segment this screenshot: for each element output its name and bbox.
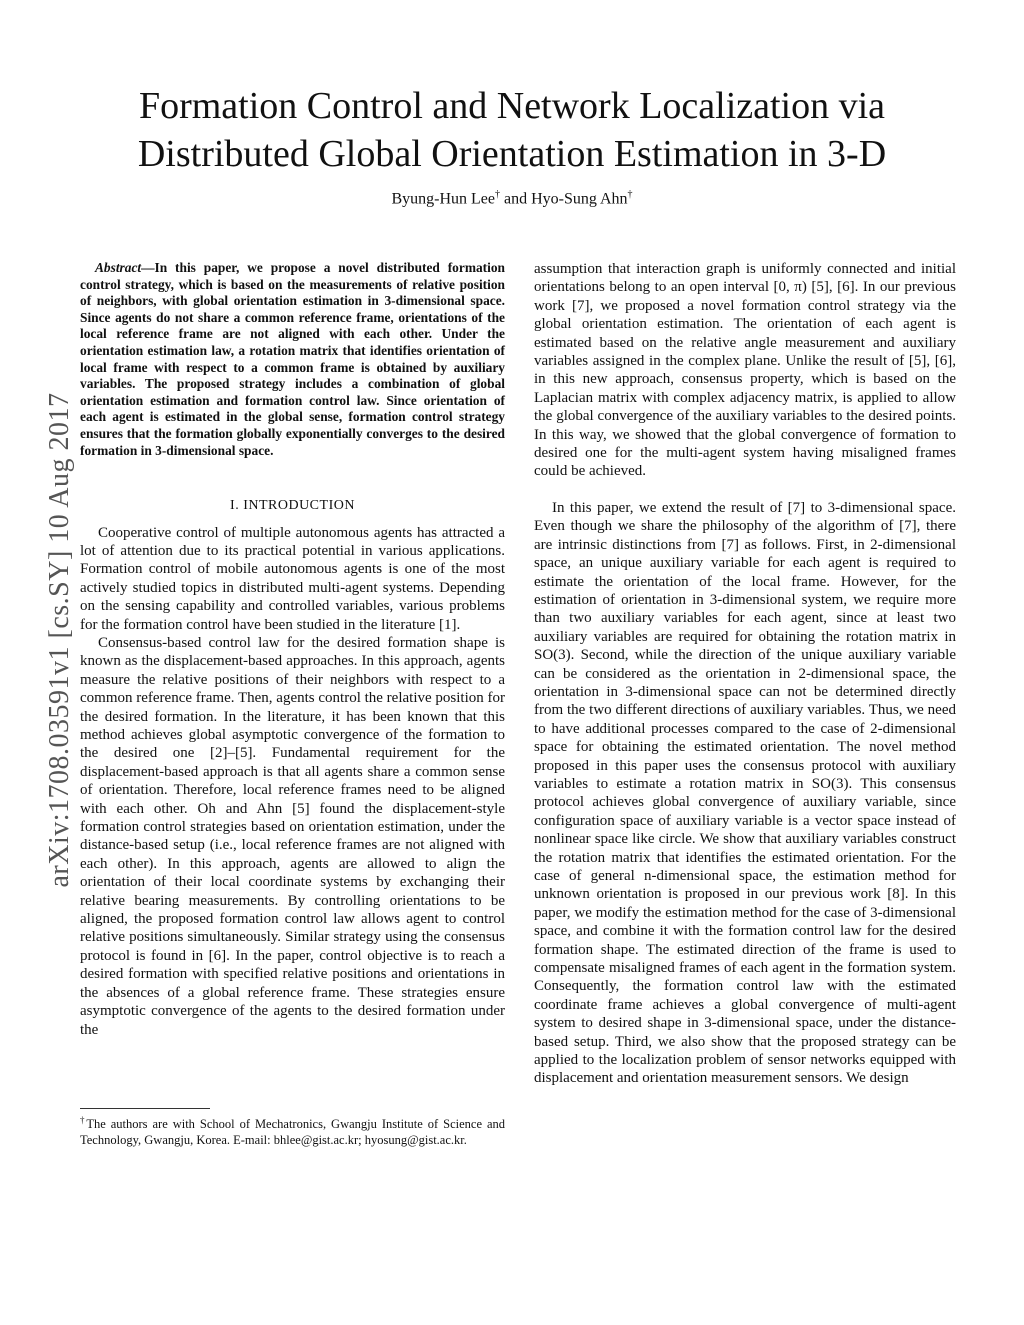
footnote [80,1108,505,1148]
abstract-text: —In this paper, we propose a novel distributed formation control strategy, which is based on the measurements of relative position of neighbors, with global orientation estimation in 3-dimensional space. Since agents do not share a common reference frame, orientations of the local reference frame are not aligned with each other. Under the orientation estimation law, a rotation matrix that identifies orientation of local frame with respect to a common frame is obtained by auxiliary variables. The proposed strategy includes a combination of global orientation estimation and formation control law. Since orientation of each agent is estimated in the global sense, formation control strategy ensures that the formation globally exponentially converges to the desired formation in 3-dimensional space. [80,260,505,458]
author-name: Byung-Hun Lee [391,190,495,208]
abstract-lead: Abstract [95,260,142,275]
affiliation-mark: † [627,189,633,200]
paper-title [60,82,964,178]
left-column [80,260,505,1039]
right-column [534,260,956,1088]
footnote-text: The authors are with School of Mechatronics, Gwangju Institute of Science and Technology, Gwangju, Korea. E-mail: bhlee@gist.ac.kr; hyosung@gist.ac.kr. [80,1117,506,1147]
author-list [60,189,964,208]
paragraph: assumption that interaction graph is uniformly connected and initial orientations belong to an open interval [0, π) [5], [6]. In our previous work [7], we proposed a novel formation control strategy via the global orientation estimation. The orientation of each agent is estimated based on the relative angle measurement and auxiliary variables assigned in the complex plane. Unlike the result of [5], [6], in this new approach, consensus property, which is based on the Laplacian matrix with complex adjacency matrix, is applied to allow the global convergence of the auxiliary variables to the desired points. In this way, we showed that the global convergence of formation to desired one for the multi-agent system having misaligned frames could be achieved. [534,261,956,480]
title-line-2: Distributed Global Orientation Estimation in 3-D [137,133,887,175]
abstract [80,260,505,459]
footnote-mark: † [80,1115,87,1125]
title-line-1: Formation Control and Network Localization via [138,85,886,127]
paragraph: In this paper, we extend the result of [7] to 3-dimensional space. Even though we share the philosophy of the algorithm of [7], there are intrinsic distinctions from [7] as follows. First, in 2-dimensional space, an unique auxiliary variable for each agent is required to estimate the orientation of the local frame. However, for the estimation of orientation in 3-dimensional system, we require more than two auxiliary variables for each agent, since at least two auxiliary variables are required for obtaining the rotation matrix in SO(3). Second, while the direction of the unique auxiliary variable can be considered as the orientation in 2-dimensional space, the orientation in 3-dimensional space can not be determined directly from the two different directions of auxiliary variables. Thus, we need to have additional processes compared to the case of 2-dimensional space for obtaining the estimated orientation. The novel method proposed in this paper uses the consensus protocol with auxiliary variables to estimate a rotation matrix in SO(3). This consensus protocol achieves global convergence of auxiliary variable, since configuration space of auxiliary variable is a vector space instead of nonlinear space like circle. We show that auxiliary variables construct the rotation matrix that identifies the estimated orientation. For the case of general n-dimensional space, the estimation method for unknown orientation is proposed in our previous work [8]. In this paper, we modify the estimation method for the case of 3-dimensional space, and combine it with the formation control law for the desired formation shape. The estimated direction of the frame is used to compensate misaligned frames of each agent in the formation system. Consequently, the formation control law with the estimated coordinate frame achieves a global convergence of multi-agent system to desired shape in 3-dimensional space, under the distance-based setup. Third, we also show that the proposed strategy can be applied to the localization problem of sensor networks equipped with displacement and orientation measurement sensors. We design [534,499,956,1087]
arxiv-identifier: arXiv:1708.03591v1 [cs.SY] 10 Aug 2017 [44,392,75,888]
author-conjunction: and [503,190,528,208]
paragraph-gap [534,481,956,499]
footnote-rule [80,1108,210,1109]
section-heading: I. INTRODUCTION [230,498,355,514]
author-name: Hyo-Sung Ahn [531,190,628,208]
paragraph: Consensus-based control law for the desired formation shape is known as the displacement-based approaches. In this approach, agents measure the relative positions of their neighbors with respect to a common reference frame. Then, agents control the relative position for the desired formation. In the literature, it has been known that this method achieves global asymptotic convergence of the formation to the desired one [2]–[5]. Fundamental requirement for the displacement-based approach is that all agents share a common sense of orientation. Therefore, local reference frames need to be aligned with each other. Oh and Ahn [5] found the displacement-style formation control strategies based on orientation estimation, under the distance-based setup (i.e., local reference frames are not aligned with each other). In this approach, agents are allowed to align the orientation of their local coordinate systems by exchanging their relative bearing measurements. By controlling orientations to be aligned, the proposed formation control law allows agent to control relative positions simultaneously. Similar strategy using the consensus protocol is found in [6]. In the paper, control objective is to reach a desired formation with specified relative positions and orientations in the absences of a global reference frame. These strategies ensure asymptotic convergence of the agents to the desired formation under the [80,634,505,1038]
affiliation-mark: † [494,189,500,200]
paragraph: Cooperative control of multiple autonomous agents has attracted a lot of attention due to its practical potential in various applications. Formation control of mobile autonomous agents is one of the most actively studied topics in distributed multi-agent systems. Depending on the sensing capability and controlled variables, various problems for the formation control have been studied in the literature [1]. [80,524,505,633]
